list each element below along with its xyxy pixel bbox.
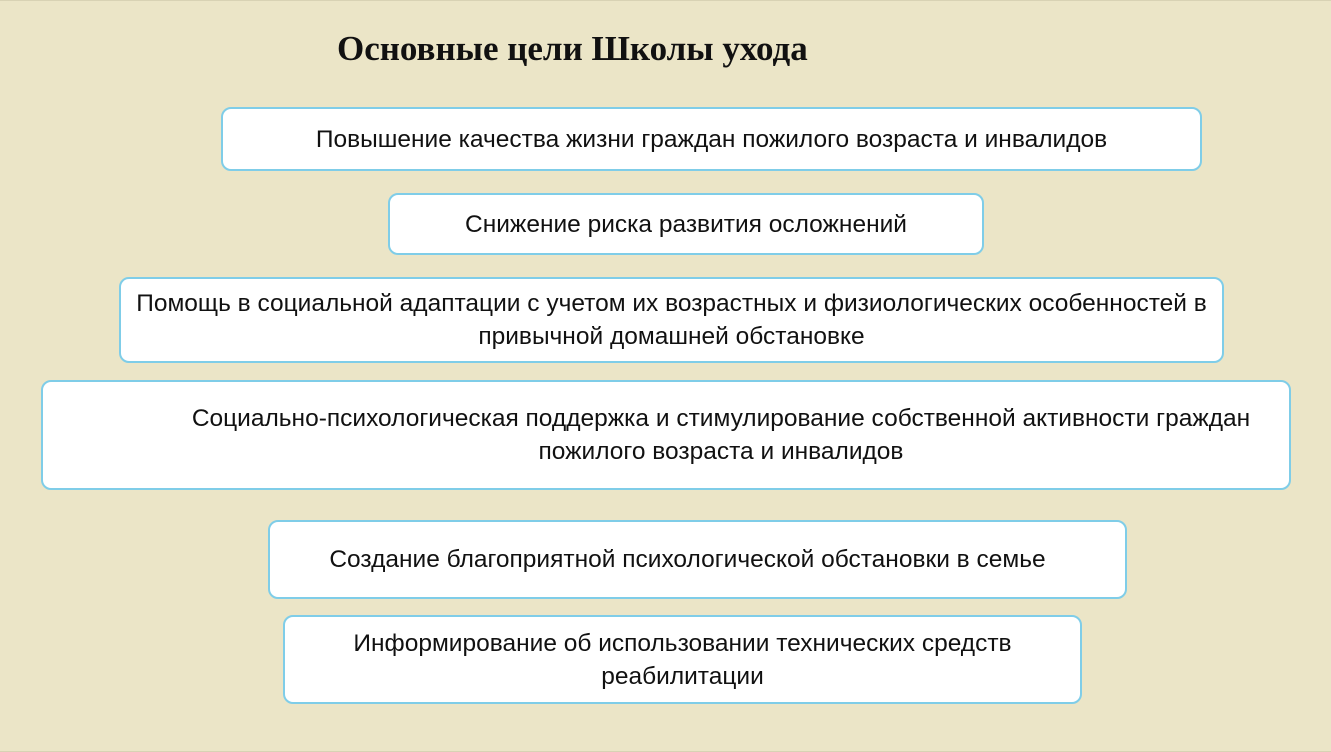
goal-text: Помощь в социальной адаптации с учетом их возрастных и физиологических особенностей в привычной домашней обстановке [136, 290, 1207, 350]
goal-box-family-atmosphere [268, 520, 1127, 599]
goal-box-social-adaptation [119, 277, 1224, 363]
goal-box-psychological-support [41, 380, 1291, 490]
slide-title: Основные цели Школы ухода [337, 29, 808, 68]
goal-box-rehabilitation-info [283, 615, 1082, 704]
goal-box-quality-of-life [221, 107, 1202, 171]
goal-text: Создание благоприятной психологической обстановки в семье [329, 546, 1046, 573]
goal-text: Информирование об использовании технических средств реабилитации [353, 629, 1012, 690]
goal-text: Социально-психологическая поддержка и стимулирование собственной активности граждан пожилого возраста и инвалидов [191, 405, 1251, 465]
goal-text: Снижение риска развития осложнений [465, 210, 907, 238]
goal-box-complication-risk [388, 193, 984, 255]
goal-text: Повышение качества жизни граждан пожилого возраста и инвалидов [315, 125, 1108, 153]
